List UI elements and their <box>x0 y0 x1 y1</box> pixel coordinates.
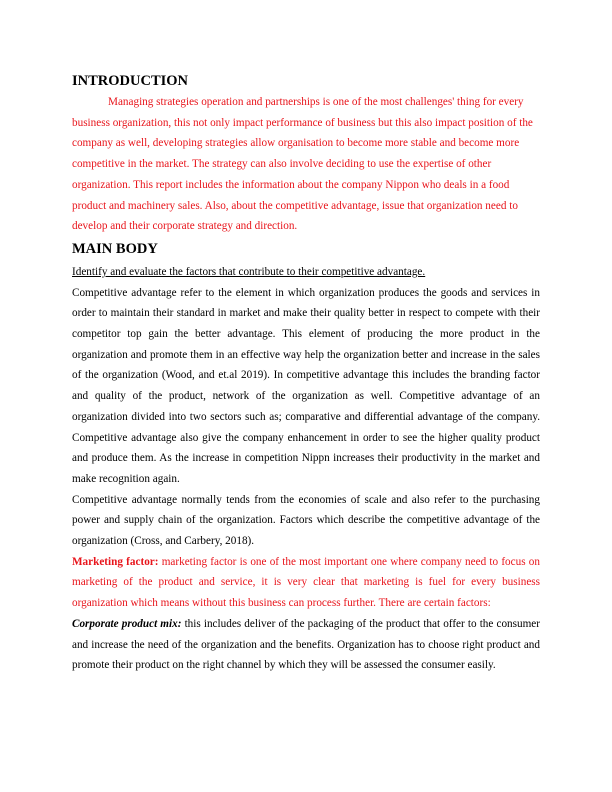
document-page <box>72 72 540 676</box>
economies-of-scale-paragraph: Competitive advantage normally tends from the economies of scale and also refer to the purchasing power and supply chain of the organization. Factors which describe the competitive advantage of the organization (Cross, and Carbery, 2018). <box>72 493 540 548</box>
competitive-advantage-paragraph: Competitive advantage refer to the element in which organization produces the goods and services in order to maintain their standard in market and make their quality better in respect to compete with their competitor top gain the better advantage. This element of producing the more product in the organization and promote them in an effective way help the organization better and increase in the sales of the organization (Wood, and et.al 2019). In competitive advantage this includes the branding factor and quality of the product, network of the organization as well. Competitive advantage of an organization divided into two sectors such as; comparative and differential advantage of the company. Competitive advantage also give the company enhancement in order to see the higher quality product and produce them. As the increase in competition Nippn increases their productivity in the market and make recognition again. <box>72 286 540 485</box>
main-body-heading: MAIN BODY <box>72 240 158 257</box>
main-body-subheading: Identify and evaluate the factors that contribute to their competitive advantage. <box>72 265 426 278</box>
corporate-product-mix-label: Corporate product mix: <box>72 617 182 630</box>
corporate-product-mix-paragraph <box>72 614 540 676</box>
corporate-product-mix-text: this includes deliver of the packaging of the product that offer to the consumer and increase the need of the organization and the benefits. Organization has to choose right product and promote their product on the right channel by which they will be assessed the consumer easily. <box>72 617 540 672</box>
marketing-factor-text: marketing factor is one of the most important one where company need to focus on marketing of the product and service, it is very clear that marketing is fuel for every business organization which means without this business can process further. There are certain factors: <box>72 555 540 610</box>
introduction-heading: INTRODUCTION <box>72 73 189 89</box>
marketing-factor-label: Marketing factor: <box>72 555 159 568</box>
marketing-factor-paragraph <box>72 552 540 614</box>
introduction-paragraph: Managing strategies operation and partnerships is one of the most challenges' thing for every business organization, this not only impact performance of business but this also impact position of the company as well, developing strategies allow organisation to become more stable and become more competitive in the market. The strategy can also involve deciding to use the expertise of other organization. This report includes the information about the company Nippon who deals in a food product and machinery sales. Also, about the competitive advantage, issue that organization need to develop and their corporate strategy and direction. <box>72 96 533 233</box>
